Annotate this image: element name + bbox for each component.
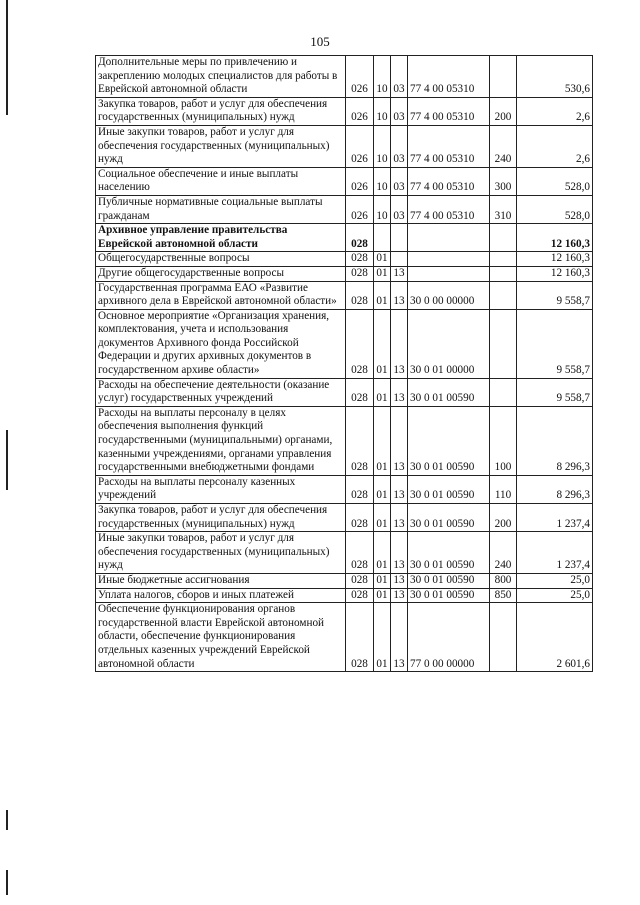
row-amount: 12 160,3 bbox=[517, 266, 593, 281]
scan-edge-mark bbox=[6, 870, 8, 895]
row-amount: 2,6 bbox=[517, 97, 593, 125]
row-expense-type: 240 bbox=[490, 125, 517, 167]
row-expense-type: 310 bbox=[490, 195, 517, 223]
row-section-code: 01 bbox=[374, 252, 391, 267]
row-subsection-code: 13 bbox=[391, 378, 408, 406]
page-number: 105 bbox=[310, 34, 330, 49]
row-subsection-code: 13 bbox=[391, 603, 408, 672]
row-ministry-code: 028 bbox=[346, 224, 374, 252]
table-row bbox=[96, 532, 593, 574]
row-subsection-code: 13 bbox=[391, 406, 408, 475]
row-target-article: 30 0 01 00590 bbox=[408, 475, 490, 503]
table-row bbox=[96, 266, 593, 281]
row-section-code bbox=[374, 224, 391, 252]
row-section-code: 01 bbox=[374, 281, 391, 309]
row-target-article: 77 4 00 05310 bbox=[408, 195, 490, 223]
row-amount: 9 558,7 bbox=[517, 378, 593, 406]
row-amount: 12 160,3 bbox=[517, 224, 593, 252]
row-subsection-code: 03 bbox=[391, 195, 408, 223]
row-section-code: 10 bbox=[374, 167, 391, 195]
row-target-article: 30 0 01 00590 bbox=[408, 532, 490, 574]
row-target-article: 30 0 01 00590 bbox=[408, 573, 490, 588]
row-subsection-code: 03 bbox=[391, 97, 408, 125]
row-subsection-code: 03 bbox=[391, 56, 408, 98]
row-ministry-code: 026 bbox=[346, 167, 374, 195]
row-target-article: 30 0 01 00590 bbox=[408, 504, 490, 532]
row-name: Иные бюджетные ассигнования bbox=[96, 573, 346, 588]
row-expense-type: 110 bbox=[490, 475, 517, 503]
row-name: Публичные нормативные социальные выплаты гражданам bbox=[96, 195, 346, 223]
row-amount: 528,0 bbox=[517, 195, 593, 223]
row-target-article: 77 4 00 05310 bbox=[408, 125, 490, 167]
table-row bbox=[96, 378, 593, 406]
row-expense-type: 800 bbox=[490, 573, 517, 588]
table-row bbox=[96, 406, 593, 475]
row-subsection-code: 03 bbox=[391, 167, 408, 195]
row-subsection-code: 13 bbox=[391, 309, 408, 378]
row-name: Государственная программа ЕАО «Развитие архивного дела в Еврейской автономной области» bbox=[96, 281, 346, 309]
row-section-code: 01 bbox=[374, 504, 391, 532]
row-ministry-code: 028 bbox=[346, 378, 374, 406]
row-name: Архивное управление правительства Еврейской автономной области bbox=[96, 224, 346, 252]
budget-table bbox=[95, 55, 593, 672]
row-section-code: 01 bbox=[374, 266, 391, 281]
row-ministry-code: 026 bbox=[346, 195, 374, 223]
row-target-article: 30 0 01 00000 bbox=[408, 309, 490, 378]
row-target-article bbox=[408, 252, 490, 267]
row-ministry-code: 028 bbox=[346, 573, 374, 588]
row-target-article bbox=[408, 224, 490, 252]
table-row bbox=[96, 252, 593, 267]
row-section-code: 10 bbox=[374, 125, 391, 167]
table-body bbox=[96, 56, 593, 672]
row-amount: 2 601,6 bbox=[517, 603, 593, 672]
table-row bbox=[96, 224, 593, 252]
table-row bbox=[96, 475, 593, 503]
row-expense-type bbox=[490, 266, 517, 281]
row-amount: 528,0 bbox=[517, 167, 593, 195]
row-name: Иные закупки товаров, работ и услуг для обеспечения государственных (муниципальных) нужд bbox=[96, 125, 346, 167]
scan-edge-mark bbox=[6, 0, 8, 115]
row-expense-type bbox=[490, 378, 517, 406]
scan-edge-mark bbox=[6, 810, 8, 830]
row-section-code: 01 bbox=[374, 475, 391, 503]
row-subsection-code: 03 bbox=[391, 125, 408, 167]
row-section-code: 01 bbox=[374, 603, 391, 672]
row-ministry-code: 028 bbox=[346, 475, 374, 503]
table-row bbox=[96, 56, 593, 98]
row-amount: 8 296,3 bbox=[517, 406, 593, 475]
row-expense-type bbox=[490, 603, 517, 672]
row-expense-type bbox=[490, 56, 517, 98]
row-amount: 1 237,4 bbox=[517, 504, 593, 532]
row-expense-type bbox=[490, 281, 517, 309]
table-row bbox=[96, 504, 593, 532]
row-name: Закупка товаров, работ и услуг для обеспечения государственных (муниципальных) нужд bbox=[96, 97, 346, 125]
row-subsection-code: 13 bbox=[391, 504, 408, 532]
row-ministry-code: 028 bbox=[346, 588, 374, 603]
row-target-article: 30 0 00 00000 bbox=[408, 281, 490, 309]
row-expense-type: 200 bbox=[490, 97, 517, 125]
row-expense-type: 200 bbox=[490, 504, 517, 532]
row-amount: 9 558,7 bbox=[517, 281, 593, 309]
row-name: Расходы на обеспечение деятельности (оказание услуг) государственных учреждений bbox=[96, 378, 346, 406]
table-row bbox=[96, 167, 593, 195]
row-subsection-code: 13 bbox=[391, 281, 408, 309]
row-ministry-code: 026 bbox=[346, 97, 374, 125]
row-name: Расходы на выплаты персоналу в целях обеспечения выполнения функций государственными (муниципальными) органами, казенными учреждениями, органами управления государственными внебюджетными фондами bbox=[96, 406, 346, 475]
row-name: Основное мероприятие «Организация хранения, комплектования, учета и использования документов Архивного фонда Российской Федерации и других архивных документов в государственном архиве области» bbox=[96, 309, 346, 378]
row-subsection-code: 13 bbox=[391, 532, 408, 574]
row-expense-type: 850 bbox=[490, 588, 517, 603]
row-section-code: 01 bbox=[374, 309, 391, 378]
row-amount: 1 237,4 bbox=[517, 532, 593, 574]
row-ministry-code: 026 bbox=[346, 56, 374, 98]
row-subsection-code: 13 bbox=[391, 573, 408, 588]
row-target-article: 30 0 01 00590 bbox=[408, 406, 490, 475]
row-target-article: 77 4 00 05310 bbox=[408, 56, 490, 98]
row-subsection-code: 13 bbox=[391, 475, 408, 503]
row-amount: 25,0 bbox=[517, 588, 593, 603]
row-name: Уплата налогов, сборов и иных платежей bbox=[96, 588, 346, 603]
row-ministry-code: 028 bbox=[346, 532, 374, 574]
row-section-code: 10 bbox=[374, 56, 391, 98]
row-ministry-code: 028 bbox=[346, 406, 374, 475]
row-name: Социальное обеспечение и иные выплаты населению bbox=[96, 167, 346, 195]
row-amount: 12 160,3 bbox=[517, 252, 593, 267]
row-target-article: 30 0 01 00590 bbox=[408, 378, 490, 406]
row-name: Другие общегосударственные вопросы bbox=[96, 266, 346, 281]
row-name: Общегосударственные вопросы bbox=[96, 252, 346, 267]
row-amount: 9 558,7 bbox=[517, 309, 593, 378]
row-expense-type: 300 bbox=[490, 167, 517, 195]
row-section-code: 10 bbox=[374, 195, 391, 223]
row-expense-type bbox=[490, 309, 517, 378]
row-name: Иные закупки товаров, работ и услуг для обеспечения государственных (муниципальных) нужд bbox=[96, 532, 346, 574]
table-row bbox=[96, 281, 593, 309]
row-amount: 25,0 bbox=[517, 573, 593, 588]
row-section-code: 01 bbox=[374, 588, 391, 603]
row-target-article: 30 0 01 00590 bbox=[408, 588, 490, 603]
row-subsection-code bbox=[391, 252, 408, 267]
row-section-code: 01 bbox=[374, 378, 391, 406]
table-row bbox=[96, 195, 593, 223]
row-subsection-code: 13 bbox=[391, 266, 408, 281]
row-ministry-code: 028 bbox=[346, 252, 374, 267]
row-ministry-code: 028 bbox=[346, 504, 374, 532]
row-ministry-code: 028 bbox=[346, 309, 374, 378]
row-amount: 8 296,3 bbox=[517, 475, 593, 503]
row-section-code: 01 bbox=[374, 406, 391, 475]
row-expense-type bbox=[490, 252, 517, 267]
row-expense-type: 100 bbox=[490, 406, 517, 475]
scan-edge-mark bbox=[6, 430, 8, 490]
row-section-code: 10 bbox=[374, 97, 391, 125]
row-name: Обеспечение функционирования органов государственной власти Еврейской автономной области, обеспечение функционирования отдельных казенных учреждений Еврейской автономной области bbox=[96, 603, 346, 672]
row-section-code: 01 bbox=[374, 573, 391, 588]
table-row bbox=[96, 97, 593, 125]
table-row bbox=[96, 573, 593, 588]
row-ministry-code: 026 bbox=[346, 125, 374, 167]
table-row bbox=[96, 125, 593, 167]
table-row bbox=[96, 309, 593, 378]
row-name: Дополнительные меры по привлечению и закреплению молодых специалистов для работы в Еврейской автономной области bbox=[96, 56, 346, 98]
table-row bbox=[96, 588, 593, 603]
row-section-code: 01 bbox=[374, 532, 391, 574]
row-subsection-code: 13 bbox=[391, 588, 408, 603]
row-expense-type: 240 bbox=[490, 532, 517, 574]
row-expense-type bbox=[490, 224, 517, 252]
row-amount: 530,6 bbox=[517, 56, 593, 98]
row-ministry-code: 028 bbox=[346, 603, 374, 672]
row-amount: 2,6 bbox=[517, 125, 593, 167]
row-target-article: 77 4 00 05310 bbox=[408, 97, 490, 125]
row-ministry-code: 028 bbox=[346, 266, 374, 281]
table-row bbox=[96, 603, 593, 672]
row-name: Закупка товаров, работ и услуг для обеспечения государственных (муниципальных) нужд bbox=[96, 504, 346, 532]
row-subsection-code bbox=[391, 224, 408, 252]
row-name: Расходы на выплаты персоналу казенных учреждений bbox=[96, 475, 346, 503]
row-ministry-code: 028 bbox=[346, 281, 374, 309]
row-target-article: 77 0 00 00000 bbox=[408, 603, 490, 672]
row-target-article bbox=[408, 266, 490, 281]
row-target-article: 77 4 00 05310 bbox=[408, 167, 490, 195]
